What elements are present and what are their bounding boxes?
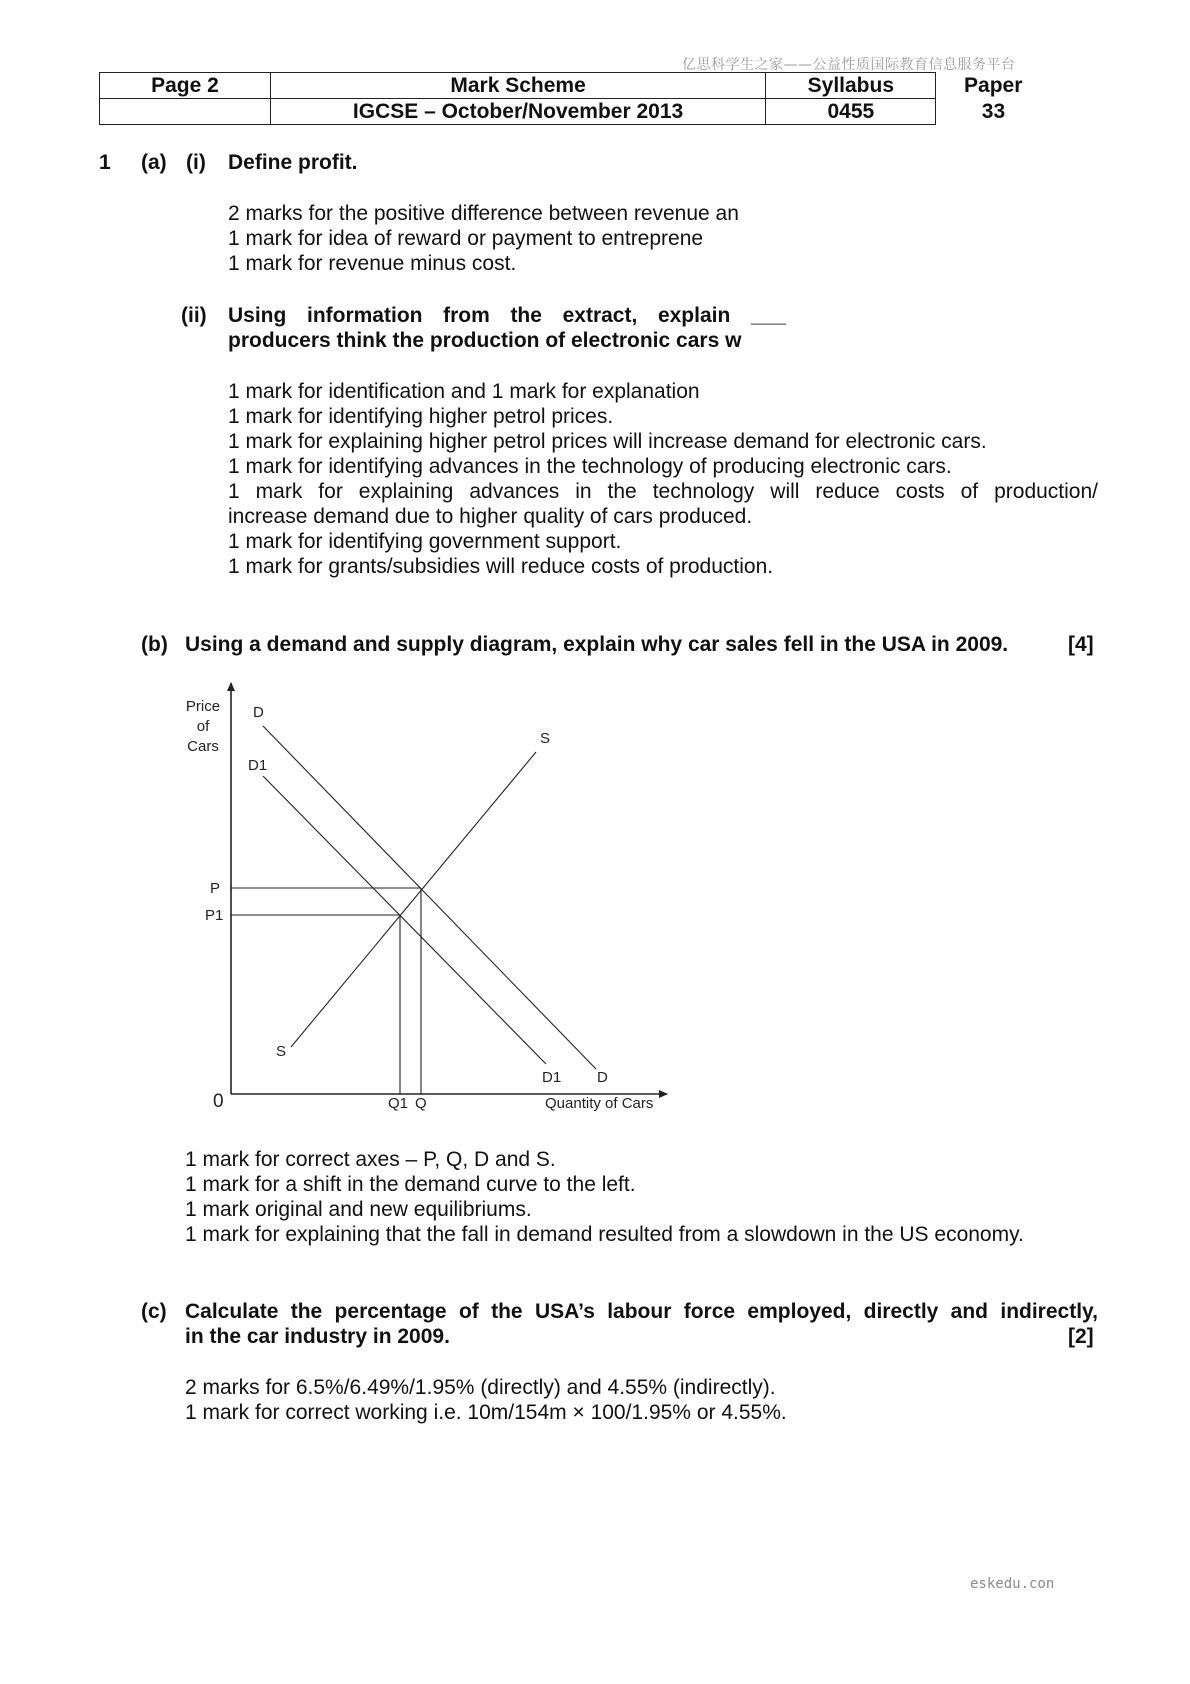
label-d1-bottom: D1 xyxy=(542,1069,562,1086)
y-axis-label-line3: Cars xyxy=(187,738,219,755)
header-paper-label: Paper xyxy=(964,74,1023,97)
part-c-marks-total: [2] xyxy=(1068,1325,1094,1348)
part-c-label: (c) xyxy=(141,1300,167,1323)
watermark-top: 亿思科学生之家——公益性质国际教育信息服务平台 xyxy=(682,57,1016,73)
mark-line: 1 mark for identifying advances in the technology of producing electronic cars. xyxy=(228,455,952,478)
mark-line: 1 mark for identification and 1 mark for explanation xyxy=(228,380,700,403)
header-syllabus: 0455 xyxy=(766,99,936,125)
y-axis-label-line2: of xyxy=(196,718,210,735)
watermark-bottom: eskedu.con xyxy=(970,1576,1055,1592)
label-p1: P1 xyxy=(205,907,224,924)
mark-line: 1 mark for correct working i.e. 10m/154m × 100/1.95% or 4.55%. xyxy=(185,1401,787,1424)
header-exam: IGCSE – October/November 2013 xyxy=(270,99,765,125)
header-title: Mark Scheme xyxy=(270,73,765,99)
part-c-question-line2: in the car industry in 2009. xyxy=(185,1325,450,1348)
mark-line: 1 mark for revenue minus cost. xyxy=(228,252,517,275)
label-origin: 0 xyxy=(213,1091,224,1112)
label-d1-top: D1 xyxy=(248,757,268,774)
mark-line: increase demand due to higher quality of cars produced. xyxy=(228,505,753,528)
mark-line: 1 mark for a shift in the demand curve to the left. xyxy=(185,1173,636,1196)
label-p: P xyxy=(210,880,221,897)
part-a-ii-question-line1: Using information from the extract, explain ___ xyxy=(228,304,786,327)
part-a-i-label: (i) xyxy=(186,151,206,174)
header-syllabus-label: Syllabus xyxy=(766,73,936,99)
mark-line: 1 mark for grants/subsidies will reduce costs of production. xyxy=(228,555,774,578)
header-paper: 33 xyxy=(981,100,1006,123)
part-c-question-line1: Calculate the percentage of the USA’s labour force employed, directly and indirectly, xyxy=(185,1300,1098,1323)
demand-curve-d xyxy=(263,726,596,1069)
label-d-bottom: D xyxy=(597,1069,608,1086)
part-a-label: (a) xyxy=(141,151,167,174)
part-b-label: (b) xyxy=(141,633,168,656)
mark-line: 2 marks for the positive difference between revenue an xyxy=(228,202,739,225)
label-d-top: D xyxy=(253,704,264,721)
mark-line: 1 mark for identifying government support. xyxy=(228,530,622,553)
part-a-ii-label: (ii) xyxy=(181,304,207,327)
mark-line: 1 mark for explaining that the fall in demand resulted from a slowdown in the US economy. xyxy=(185,1223,1024,1246)
label-s-top: S xyxy=(540,730,551,747)
mark-line: 1 mark for idea of reward or payment to entreprene xyxy=(228,227,704,250)
part-a-ii-question-line2: producers think the production of electronic cars w xyxy=(228,329,742,352)
part-b-question: Using a demand and supply diagram, explain why car sales fell in the USA in 2009. xyxy=(185,633,1009,656)
mark-line: 1 mark original and new equilibriums. xyxy=(185,1198,532,1221)
mark-line: 1 mark for explaining higher petrol prices will increase demand for electronic cars. xyxy=(228,430,987,453)
y-axis-label-line1: Price xyxy=(185,698,221,715)
label-s-bottom: S xyxy=(276,1043,287,1060)
header-page: Page 2 xyxy=(100,73,271,99)
x-axis-label: Quantity of Cars xyxy=(545,1095,654,1112)
mark-line: 1 mark for correct axes – P, Q, D and S. xyxy=(185,1148,556,1171)
demand-curve-d1 xyxy=(263,776,546,1064)
supply-curve xyxy=(291,752,536,1047)
part-b-marks-total: [4] xyxy=(1068,633,1094,656)
label-q: Q xyxy=(415,1095,427,1112)
label-q1: Q1 xyxy=(388,1095,409,1112)
mark-line: 2 marks for 6.5%/6.49%/1.95% (directly) and 4.55% (indirectly). xyxy=(185,1376,776,1399)
question-number: 1 xyxy=(99,151,111,174)
part-a-i-question: Define profit. xyxy=(228,151,358,174)
mark-line: 1 mark for explaining advances in the technology will reduce costs of production/ xyxy=(228,480,1098,503)
mark-line: 1 mark for identifying higher petrol prices. xyxy=(228,405,614,428)
